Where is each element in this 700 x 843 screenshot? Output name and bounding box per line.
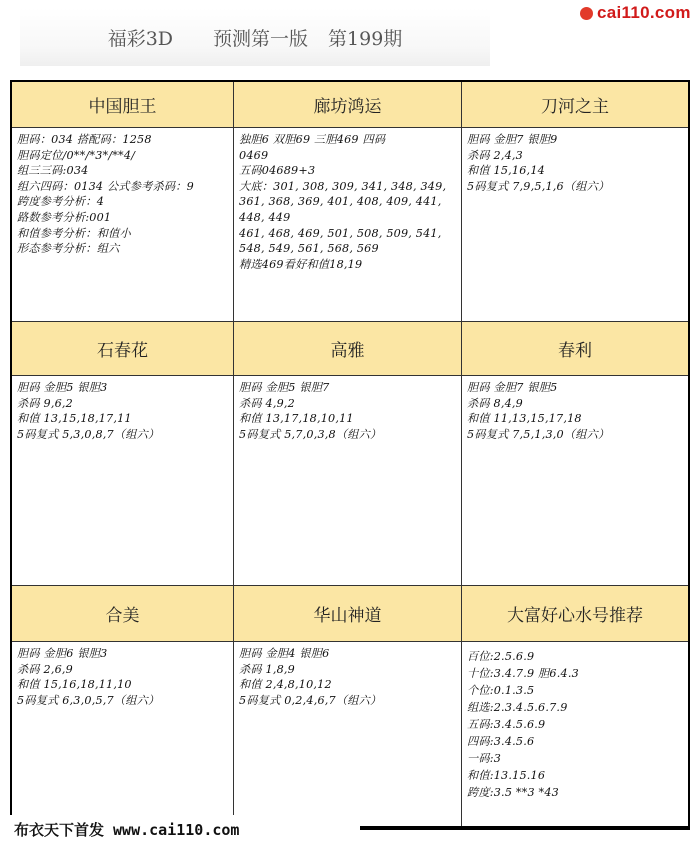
grid-row-2 xyxy=(12,322,688,586)
cell-hemei xyxy=(12,586,234,826)
cell-line: 杀码 4,9,2 xyxy=(239,396,295,410)
cell-line: 胆码 金胆7 银胆9 xyxy=(467,133,558,146)
cell-content xyxy=(234,128,461,272)
cell-line: 组三三码:034 xyxy=(17,164,89,178)
cell-content xyxy=(12,376,233,442)
cell-content xyxy=(462,128,688,194)
cell-line: 十位:3.4.7.9 胆6.4.3 xyxy=(467,667,579,680)
cell-line: 杀码 1,8,9 xyxy=(239,662,295,676)
cell-line: 5码复式 7,9,5,1,6（组六） xyxy=(467,179,610,193)
cell-line: 杀码 9,6,2 xyxy=(17,396,73,410)
cell-gaoya xyxy=(234,322,462,585)
cell-line: 胆码 金胆4 银胆6 xyxy=(239,647,330,660)
title-lottery: 福彩3D xyxy=(107,27,174,50)
cell-content xyxy=(234,642,461,708)
cell-line: 路数参考分析:001 xyxy=(17,210,112,224)
cell-line: 448, 449 xyxy=(239,210,291,224)
cell-line: 百位:2.5.6.9 xyxy=(467,650,535,663)
cell-line: 独胆6 双胆69 三胆469 四码 xyxy=(239,133,386,146)
cell-line: 361, 368, 369, 401, 408, 409, 441, xyxy=(239,195,442,209)
title-issue: 第199期 xyxy=(328,27,403,50)
cell-line: 五码04689+3 xyxy=(239,164,316,178)
cell-line: 大底：301, 308, 309, 341, 348, 349, xyxy=(239,179,447,193)
cell-daohe-zhizhu xyxy=(462,82,688,321)
cell-line: 精选469看好和值18,19 xyxy=(239,257,363,271)
cell-line: 和值参考分析：和值小 xyxy=(17,226,131,240)
cell-title: 石春花 xyxy=(12,322,233,376)
cell-content xyxy=(462,376,688,442)
cell-line: 胆码 金胆5 银胆7 xyxy=(239,381,330,394)
cell-title: 中国胆王 xyxy=(12,82,233,128)
footer-watermark: 布衣天下首发 www.cai110.com xyxy=(0,815,360,843)
cell-line: 个位:0.1.3.5 xyxy=(467,684,535,697)
cell-line: 杀码 2,6,9 xyxy=(17,662,73,676)
grid-row-1 xyxy=(12,82,688,322)
cell-content xyxy=(12,642,233,708)
cell-title: 春利 xyxy=(462,322,688,376)
cell-line: 四码:3.4.5.6 xyxy=(467,735,535,748)
cell-line: 胆码：034 搭配码：1258 xyxy=(17,133,152,146)
cell-line: 5码复式 0,2,4,6,7（组六） xyxy=(239,693,382,707)
cell-line: 和值 2,4,8,10,12 xyxy=(239,678,332,692)
cell-title: 刀河之主 xyxy=(462,82,688,128)
cell-line: 5码复式 7,5,1,3,0（组六） xyxy=(467,427,610,441)
cell-line: 和值:13.15.16 xyxy=(467,769,546,782)
grid-row-3 xyxy=(12,586,688,826)
site-badge xyxy=(578,0,700,26)
site-logo-icon xyxy=(580,7,593,20)
cell-line: 5码复式 6,3,0,5,7（组六） xyxy=(17,693,160,707)
cell-title: 廊坊鸿运 xyxy=(234,82,461,128)
cell-line: 胆码 金胆6 银胆3 xyxy=(17,647,108,660)
cell-line: 和值 15,16,14 xyxy=(467,164,545,178)
cell-line: 胆码 金胆5 银胆3 xyxy=(17,381,108,394)
cell-line: 548, 549, 561, 568, 569 xyxy=(239,242,379,256)
cell-line: 和值 11,13,15,17,18 xyxy=(467,412,582,426)
cell-line: 形态参考分析：组六 xyxy=(17,242,120,256)
cell-line: 杀码 8,4,9 xyxy=(467,396,523,410)
cell-line: 跨度参考分析：4 xyxy=(17,195,105,209)
cell-title: 高雅 xyxy=(234,322,461,376)
cell-line: 一码:3 xyxy=(467,752,502,765)
cell-line: 和值 13,15,18,17,11 xyxy=(17,412,132,426)
cell-line: 5码复式 5,7,0,3,8（组六） xyxy=(239,427,382,441)
site-badge-text: cai110.com xyxy=(597,3,691,22)
cell-line: 5码复式 5,3,0,8,7（组六） xyxy=(17,427,160,441)
cell-langfang-hongyun xyxy=(234,82,462,321)
cell-title: 华山神道 xyxy=(234,586,461,642)
cell-chunli xyxy=(462,322,688,585)
cell-line: 杀码 2,4,3 xyxy=(467,148,523,162)
cell-line: 胆码 金胆7 银胆5 xyxy=(467,381,558,394)
cell-line: 跨度:3.5 **3 *43 xyxy=(467,786,559,799)
cell-line: 和值 13,17,18,10,11 xyxy=(239,412,354,426)
cell-line: 0469 xyxy=(239,148,269,162)
cell-line: 胆码定位/0**/*3*/**4/ xyxy=(17,148,136,162)
cell-title: 大富好心水号推荐 xyxy=(462,586,688,642)
cell-content xyxy=(12,128,233,257)
cell-content xyxy=(462,642,688,801)
title-edition: 预测第一版 xyxy=(213,27,309,50)
cell-line: 组选:2.3.4.5.6.7.9 xyxy=(467,701,568,714)
footer-divider xyxy=(360,828,690,830)
cell-line: 461, 468, 469, 501, 508, 509, 541, xyxy=(239,226,442,240)
page-title xyxy=(20,8,490,66)
cell-line: 五码:3.4.5.6.9 xyxy=(467,718,546,731)
cell-line: 和值 15,16,18,11,10 xyxy=(17,678,132,692)
cell-shi-chunhua xyxy=(12,322,234,585)
cell-dafu-recommend xyxy=(462,586,688,826)
cell-content xyxy=(234,376,461,442)
cell-line: 组六四码：0134 公式参考杀码：9 xyxy=(17,179,194,193)
cell-zhongguo-danwang xyxy=(12,82,234,321)
cell-huashan-shendao xyxy=(234,586,462,826)
prediction-grid xyxy=(10,80,690,828)
cell-title: 合美 xyxy=(12,586,233,642)
